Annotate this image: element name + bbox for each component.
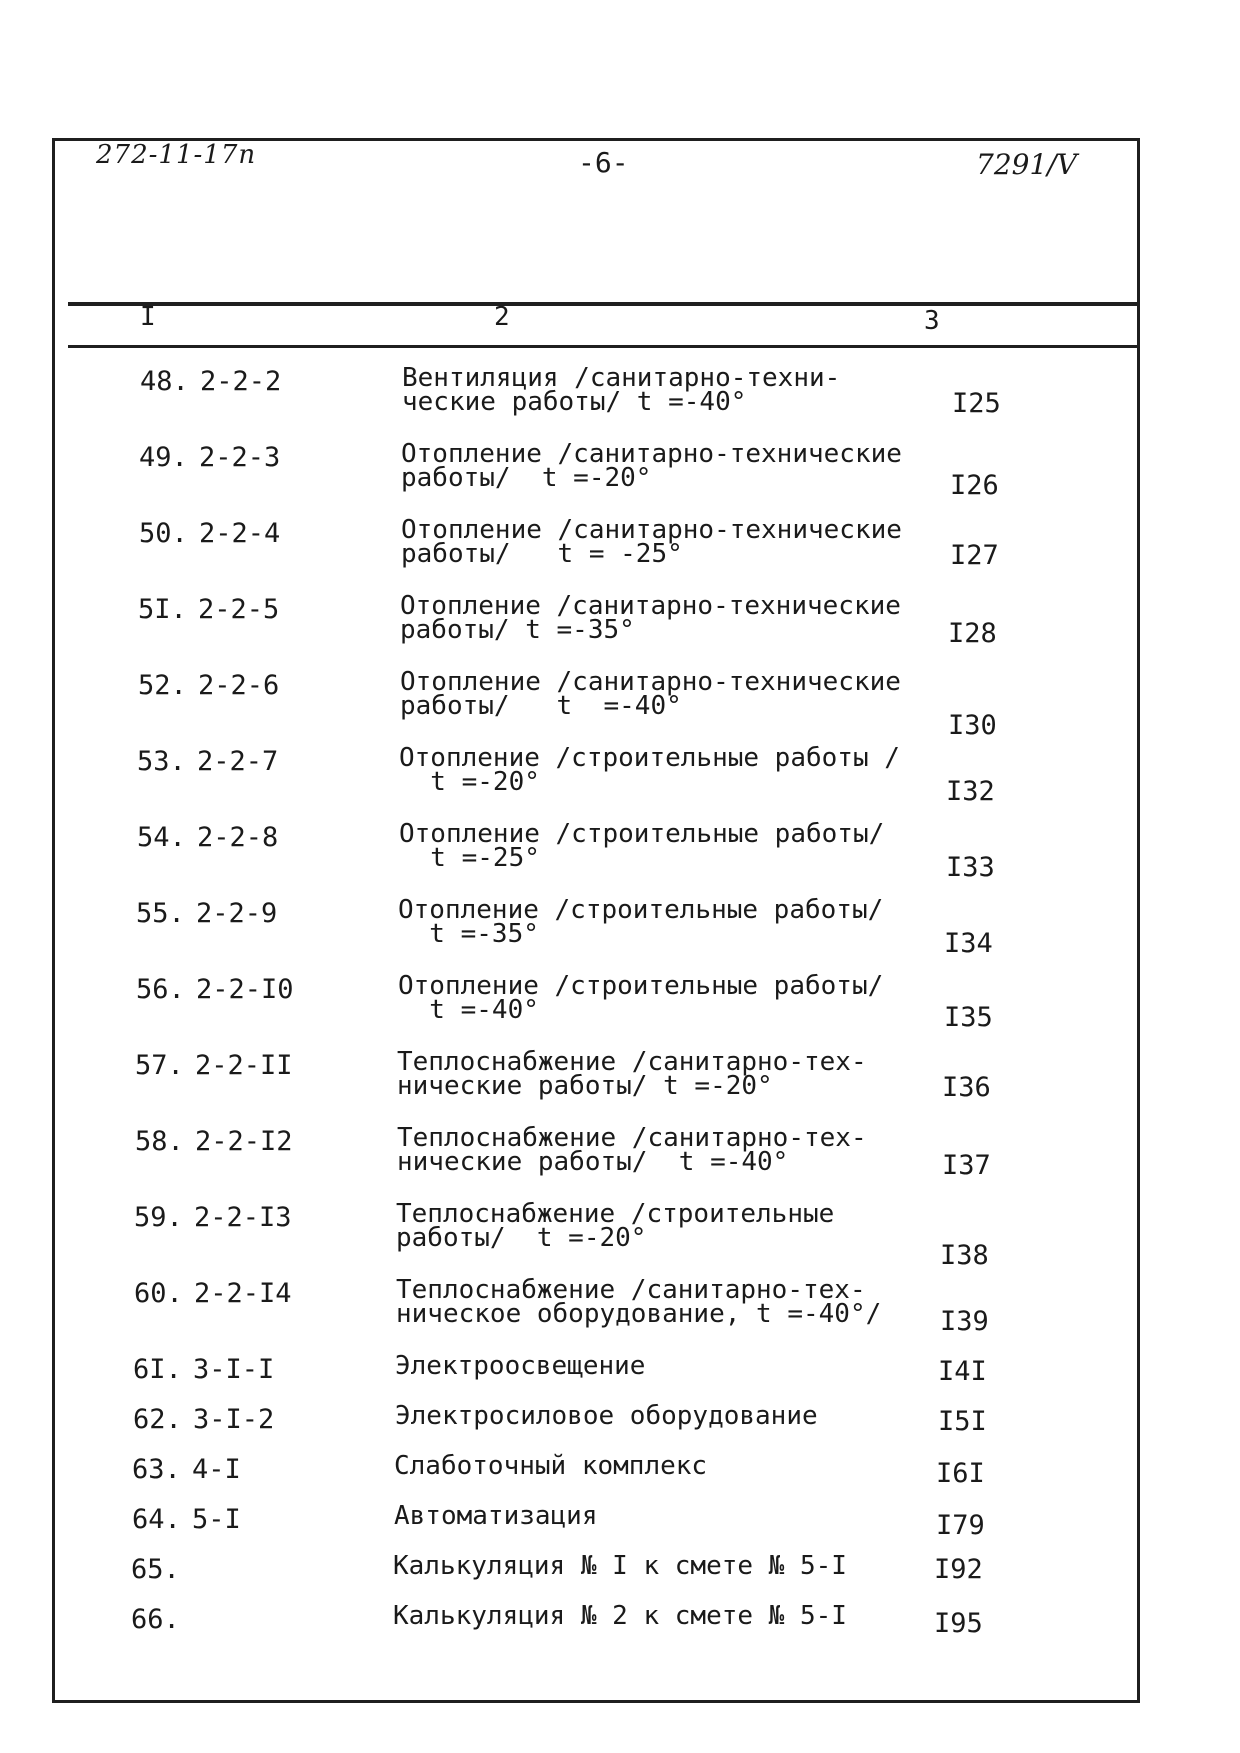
row-description-line2: работы/ t =-40° [400, 691, 682, 721]
row-description-line2: t =-20° [399, 767, 540, 797]
row-description-line1: Отопление /строительные работы/ [399, 819, 885, 849]
row-number: 5I. [138, 594, 187, 625]
row-description-line1: Теплоснабжение /строительные [396, 1199, 835, 1229]
row-description-line2: t =-25° [399, 843, 540, 873]
row-description-line1: Теплоснабжение /санитарно-тех- [396, 1275, 866, 1305]
row-description-line1: Отопление /санитарно-технические [400, 591, 901, 621]
row-code: 5-I [192, 1504, 241, 1535]
row-page: I36 [942, 1072, 991, 1103]
row-page: I28 [948, 618, 997, 649]
row-code: 2-2-6 [198, 670, 280, 701]
row-code: 2-2-I0 [196, 974, 294, 1005]
row-number: 53. [137, 746, 186, 777]
row-description-line2: работы/ t =-20° [396, 1223, 647, 1253]
row-code: 2-2-4 [199, 518, 281, 549]
row-number: 60. [134, 1278, 183, 1309]
row-number: 54. [137, 822, 186, 853]
row-number: 56. [136, 974, 185, 1005]
row-description-line1: Отопление /санитарно-технические [400, 667, 901, 697]
row-code: 2-2-8 [197, 822, 279, 853]
row-page: I27 [950, 540, 999, 571]
row-description-line2: t =-40° [398, 995, 539, 1025]
row-description-line1: Отопление /строительные работы/ [398, 971, 884, 1001]
row-description-line2: нические работы/ t =-40° [397, 1147, 789, 1177]
row-page: I33 [946, 852, 995, 883]
row-page: I38 [940, 1240, 989, 1271]
row-code: 2-2-II [195, 1050, 293, 1081]
row-code: 2-2-5 [198, 594, 280, 625]
row-description-line2: ническое оборудование, t =-40°/ [396, 1299, 882, 1329]
row-page: I37 [942, 1150, 991, 1181]
row-code: 2-2-3 [199, 442, 281, 473]
row-page: I25 [952, 388, 1001, 419]
row-code: 4-I [192, 1454, 241, 1485]
row-description-line1: Теплоснабжение /санитарно-тех- [397, 1123, 867, 1153]
row-number: 66. [131, 1604, 180, 1635]
row-description-line1: Калькуляция № I к смете № 5-I [393, 1551, 847, 1581]
row-number: 65. [131, 1554, 180, 1585]
row-description-line2: работы/ t =-35° [400, 615, 635, 645]
row-page: I30 [948, 710, 997, 741]
row-page: I92 [934, 1554, 983, 1585]
row-description-line1: Отопление /строительные работы/ [398, 895, 884, 925]
column-header-2: 2 [494, 302, 510, 332]
row-page: I34 [944, 928, 993, 959]
row-code: 3-I-I [193, 1354, 275, 1385]
row-description-line1: Отопление /строительные работы / [399, 743, 900, 773]
row-description-line1: Вентиляция /санитарно-техни- [402, 363, 841, 393]
row-number: 6I. [133, 1354, 182, 1385]
row-description-line2: t =-35° [398, 919, 539, 949]
row-code: 3-I-2 [193, 1404, 275, 1435]
row-page: I32 [946, 776, 995, 807]
row-description-line1: Автоматизация [394, 1501, 598, 1531]
row-number: 52. [138, 670, 187, 701]
row-page: I5I [938, 1406, 987, 1437]
row-page: I6I [936, 1458, 985, 1489]
row-code: 2-2-I3 [194, 1202, 292, 1233]
row-page: I39 [940, 1306, 989, 1337]
row-description-line1: Калькуляция № 2 к смете № 5-I [393, 1601, 847, 1631]
row-code: 2-2-I4 [194, 1278, 292, 1309]
row-number: 50. [139, 518, 188, 549]
row-page: I95 [934, 1608, 983, 1639]
row-page: I4I [938, 1356, 987, 1387]
row-description-line2: ческие работы/ t =-40° [402, 387, 747, 417]
row-number: 59. [134, 1202, 183, 1233]
column-header-3: 3 [924, 306, 940, 336]
column-header-rule [68, 345, 1140, 348]
row-number: 64. [132, 1504, 181, 1535]
row-number: 55. [136, 898, 185, 929]
row-description-line2: нические работы/ t =-20° [397, 1071, 773, 1101]
row-page: I79 [936, 1510, 985, 1541]
page-number: -6- [578, 146, 629, 179]
row-description-line1: Отопление /санитарно-технические [401, 515, 902, 545]
row-description-line1: Электроосвещение [395, 1351, 646, 1381]
row-page: I35 [944, 1002, 993, 1033]
row-description-line1: Электросиловое оборудование [395, 1401, 818, 1431]
row-code: 2-2-I2 [195, 1126, 293, 1157]
row-code: 2-2-9 [196, 898, 278, 929]
row-description-line1: Теплоснабжение /санитарно-тех- [397, 1047, 867, 1077]
row-code: 2-2-7 [197, 746, 279, 777]
row-description-line1: Слаботочный комплекс [394, 1451, 708, 1481]
row-number: 49. [139, 442, 188, 473]
row-number: 58. [135, 1126, 184, 1157]
header-rule [68, 302, 1140, 306]
row-number: 57. [135, 1050, 184, 1081]
document-reference: 7291/V [976, 148, 1077, 181]
row-description-line1: Отопление /санитарно-технические [401, 439, 902, 469]
row-description-line2: работы/ t =-20° [401, 463, 652, 493]
row-number: 62. [133, 1404, 182, 1435]
row-number: 63. [132, 1454, 181, 1485]
row-page: I26 [950, 470, 999, 501]
row-code: 2-2-2 [200, 366, 282, 397]
document-code: 272-11-17п [96, 140, 257, 170]
column-header-1: I [140, 302, 156, 332]
row-description-line2: работы/ t = -25° [401, 539, 683, 569]
row-number: 48. [140, 366, 189, 397]
